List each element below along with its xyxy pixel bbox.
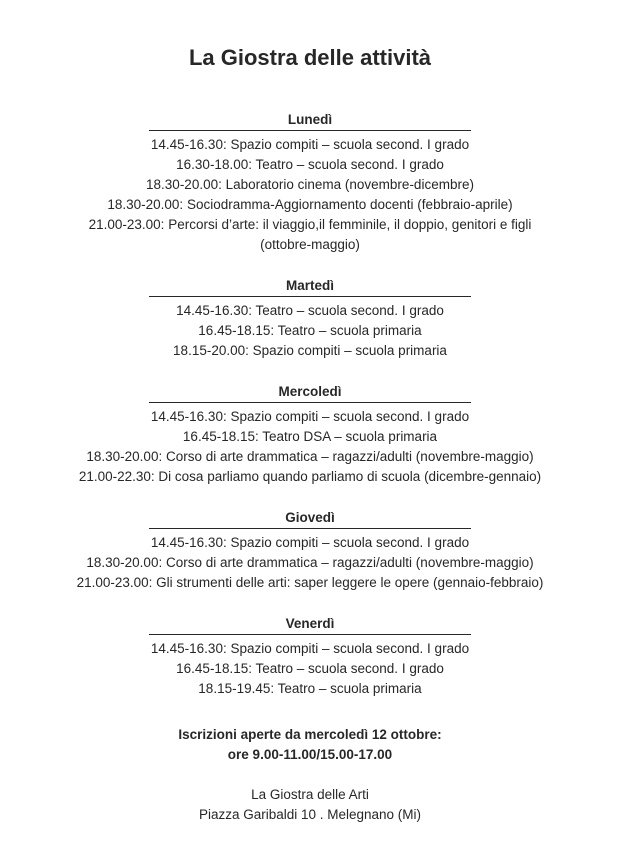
organization-info bbox=[0, 785, 620, 825]
registration-info bbox=[0, 725, 620, 765]
activity-line: 18.30-20.00: Laboratorio cinema (novembre-dicembre) bbox=[146, 177, 474, 192]
activity-line: 16.45-18.15: Teatro DSA – scuola primaria bbox=[182, 429, 438, 444]
registration-line-2: ore 9.00-11.00/15.00-17.00 bbox=[227, 747, 393, 762]
organization-name: La Giostra delle Arti bbox=[251, 787, 369, 802]
activity-line: 16.45-18.15: Teatro – scuola second. I grado bbox=[176, 661, 444, 676]
activity-line: 14.45-16.30: Teatro – scuola second. I grado bbox=[176, 303, 444, 318]
page-title: La Giostra delle attività bbox=[188, 45, 432, 70]
day-section-giovedi bbox=[0, 510, 620, 593]
day-heading-lunedi: Lunedì bbox=[149, 112, 471, 131]
day-section-lunedi bbox=[0, 112, 620, 255]
registration-line-1: Iscrizioni aperte da mercoledì 12 ottobre: bbox=[178, 727, 442, 742]
activity-line: 14.45-16.30: Spazio compiti – scuola second. I grado bbox=[150, 641, 470, 656]
activity-line: 21.00-22.30: Di cosa parliamo quando parliamo di scuola (dicembre-gennaio) bbox=[78, 469, 542, 484]
schedule-sections bbox=[0, 112, 620, 699]
activity-line: 21.00-23.00: Gli strumenti delle arti: saper leggere le opere (gennaio-febbraio) bbox=[76, 575, 544, 590]
activity-line: 18.30-20.00: Corso di arte drammatica – ragazzi/adulti (novembre-maggio) bbox=[86, 555, 534, 570]
activity-line: 21.00-23.00: Percorsi d’arte: il viaggio,il femminile, il doppio, genitori e figli bbox=[88, 217, 532, 232]
organization-address: Piazza Garibaldi 10 . Melegnano (Mi) bbox=[198, 807, 422, 822]
activity-line: 18.15-19.45: Teatro – scuola primaria bbox=[198, 681, 422, 696]
activity-line: 14.45-16.30: Spazio compiti – scuola second. I grado bbox=[150, 535, 470, 550]
activity-line: 18.15-20.00: Spazio compiti – scuola primaria bbox=[173, 343, 447, 358]
day-section-venerdi bbox=[0, 616, 620, 699]
activity-line: 14.45-16.30: Spazio compiti – scuola second. I grado bbox=[150, 409, 470, 424]
activity-line: 16.30-18.00: Teatro – scuola second. I grado bbox=[176, 157, 444, 172]
day-heading-venerdi: Venerdì bbox=[149, 616, 471, 635]
activity-line: 14.45-16.30: Spazio compiti – scuola second. I grado bbox=[150, 137, 470, 152]
day-heading-mercoledi: Mercoledì bbox=[149, 384, 471, 403]
activity-line: 16.45-18.15: Teatro – scuola primaria bbox=[198, 323, 422, 338]
day-section-mercoledi bbox=[0, 384, 620, 487]
activity-line: 18.30-20.00: Corso di arte drammatica – ragazzi/adulti (novembre-maggio) bbox=[86, 449, 534, 464]
day-section-martedi bbox=[0, 278, 620, 361]
activity-line: (ottobre-maggio) bbox=[260, 237, 360, 252]
activity-line: 18.30-20.00: Sociodramma-Aggiornamento docenti (febbraio-aprile) bbox=[107, 197, 513, 212]
day-heading-martedi: Martedì bbox=[149, 278, 471, 297]
day-heading-giovedi: Giovedì bbox=[149, 510, 471, 529]
